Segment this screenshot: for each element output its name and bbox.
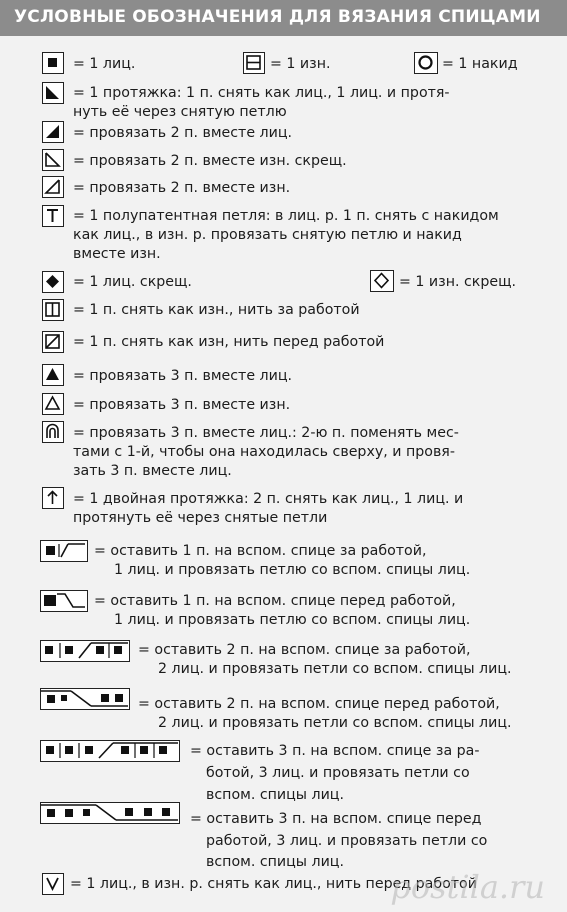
cable-2-back-text-2: 2 лиц. и провязать петли со вспом. спицы лиц.: [158, 661, 512, 677]
k3tog-swap-symbol-icon: [42, 421, 64, 443]
k3tog-text: = провязать 3 п. вместе лиц.: [73, 368, 293, 384]
p3tog-symbol-icon: [42, 393, 64, 415]
knit-symbol-icon: [42, 52, 64, 74]
cable-2-back-text-1: = оставить 2 п. на вспом. спице за работой,: [138, 642, 471, 658]
yarn-over-text: = 1 накид: [442, 56, 518, 72]
slip-v-symbol-icon: [42, 873, 64, 895]
purl-symbol-icon: [243, 52, 265, 74]
k2tog-symbol-icon: [42, 121, 64, 143]
slip-back-symbol-icon: [42, 299, 64, 321]
purl-crossed-text: = 1 изн. скрещ.: [399, 274, 516, 290]
k2tog-text: = провязать 2 п. вместе лиц.: [73, 125, 293, 141]
slip-front-symbol-icon: [42, 331, 64, 353]
purl-text: = 1 изн.: [270, 56, 331, 72]
cable-3-front-text-1: = оставить 3 п. на вспом. спице перед: [190, 811, 482, 827]
k3tog-symbol-icon: [42, 364, 64, 386]
purl-crossed-symbol-icon: [370, 270, 394, 292]
cable-1-front-text-2: 1 лиц. и провязать петлю со вспом. спицы лиц.: [114, 612, 471, 628]
double-pull-symbol-icon: [42, 487, 64, 509]
header-bar: [0, 0, 567, 36]
cable-1-back-text-1: = оставить 1 п. на вспом. спице за работой,: [94, 543, 427, 559]
p2tog-text: = провязать 2 п. вместе изн.: [73, 180, 291, 196]
slip-back-text: = 1 п. снять как изн., нить за работой: [73, 302, 360, 318]
k3tog-swap-text-1: = провязать 3 п. вместе лиц.: 2-ю п. поменять мес-: [73, 425, 459, 441]
cable-3-back-text-2: ботой, 3 лиц. и провязать петли со: [206, 765, 470, 781]
cable-1-back-symbol-icon: [40, 540, 88, 562]
p2tog-crossed-symbol-icon: [42, 149, 64, 171]
cable-2-front-text-2: 2 лиц. и провязать петли со вспом. спицы лиц.: [158, 715, 512, 731]
cable-3-front-text-3: вспом. спицы лиц.: [206, 854, 344, 870]
knit-crossed-symbol-icon: [42, 271, 64, 293]
double-pull-text-1: = 1 двойная протяжка: 2 п. снять как лиц., 1 лиц. и: [73, 491, 464, 507]
yarn-over-symbol-icon: [414, 52, 438, 74]
cable-2-front-text-1: = оставить 2 п. на вспом. спице перед работой,: [138, 696, 500, 712]
cable-3-front-text-2: работой, 3 лиц. и провязать петли со: [206, 833, 488, 849]
cable-2-front-symbol-icon: [40, 688, 130, 710]
p2tog-crossed-text: = провязать 2 п. вместе изн. скрещ.: [73, 153, 347, 169]
half-patent-symbol-icon: [42, 205, 64, 227]
cable-3-front-symbol-icon: [40, 802, 180, 824]
cable-3-back-text-1: = оставить 3 п. на вспом. спице за ра-: [190, 743, 480, 759]
half-patent-text-1: = 1 полупатентная петля: в лиц. р. 1 п. снять с накидом: [73, 208, 499, 224]
double-pull-text-2: протянуть её через снятые петли: [73, 510, 328, 526]
k3tog-swap-text-3: зать 3 п. вместе лиц.: [73, 463, 232, 479]
p2tog-symbol-icon: [42, 176, 64, 198]
pull-through-text-2: нуть её через снятую петлю: [73, 104, 287, 120]
slip-v-text: = 1 лиц., в изн. р. снять как лиц., нить перед работой: [70, 876, 477, 892]
cable-2-back-symbol-icon: [40, 640, 130, 662]
knit-text: = 1 лиц.: [73, 56, 136, 72]
cable-3-back-symbol-icon: [40, 740, 180, 762]
half-patent-text-3: вместе изн.: [73, 246, 161, 262]
pull-through-text-1: = 1 протяжка: 1 п. снять как лиц., 1 лиц. и протя-: [73, 85, 450, 101]
page-title: УСЛОВНЫЕ ОБОЗНАЧЕНИЯ ДЛЯ ВЯЗАНИЯ СПИЦАМИ: [14, 7, 541, 27]
cable-3-back-text-3: вспом. спицы лиц.: [206, 787, 344, 803]
p3tog-text: = провязать 3 п. вместе изн.: [73, 397, 291, 413]
cable-1-front-symbol-icon: [40, 590, 88, 612]
pull-through-symbol-icon: [42, 82, 64, 104]
cable-1-front-text-1: = оставить 1 п. на вспом. спице перед работой,: [94, 593, 456, 609]
knit-crossed-text: = 1 лиц. скрещ.: [73, 274, 192, 290]
cable-1-back-text-2: 1 лиц. и провязать петлю со вспом. спицы лиц.: [114, 562, 471, 578]
watermark-logo: postila.ru: [390, 868, 545, 906]
slip-front-text: = 1 п. снять как изн, нить перед работой: [73, 334, 385, 350]
half-patent-text-2: как лиц., в изн. р. провязать снятую петлю и накид: [73, 227, 462, 243]
k3tog-swap-text-2: тами с 1-й, чтобы она находилась сверху, и провя-: [73, 444, 455, 460]
